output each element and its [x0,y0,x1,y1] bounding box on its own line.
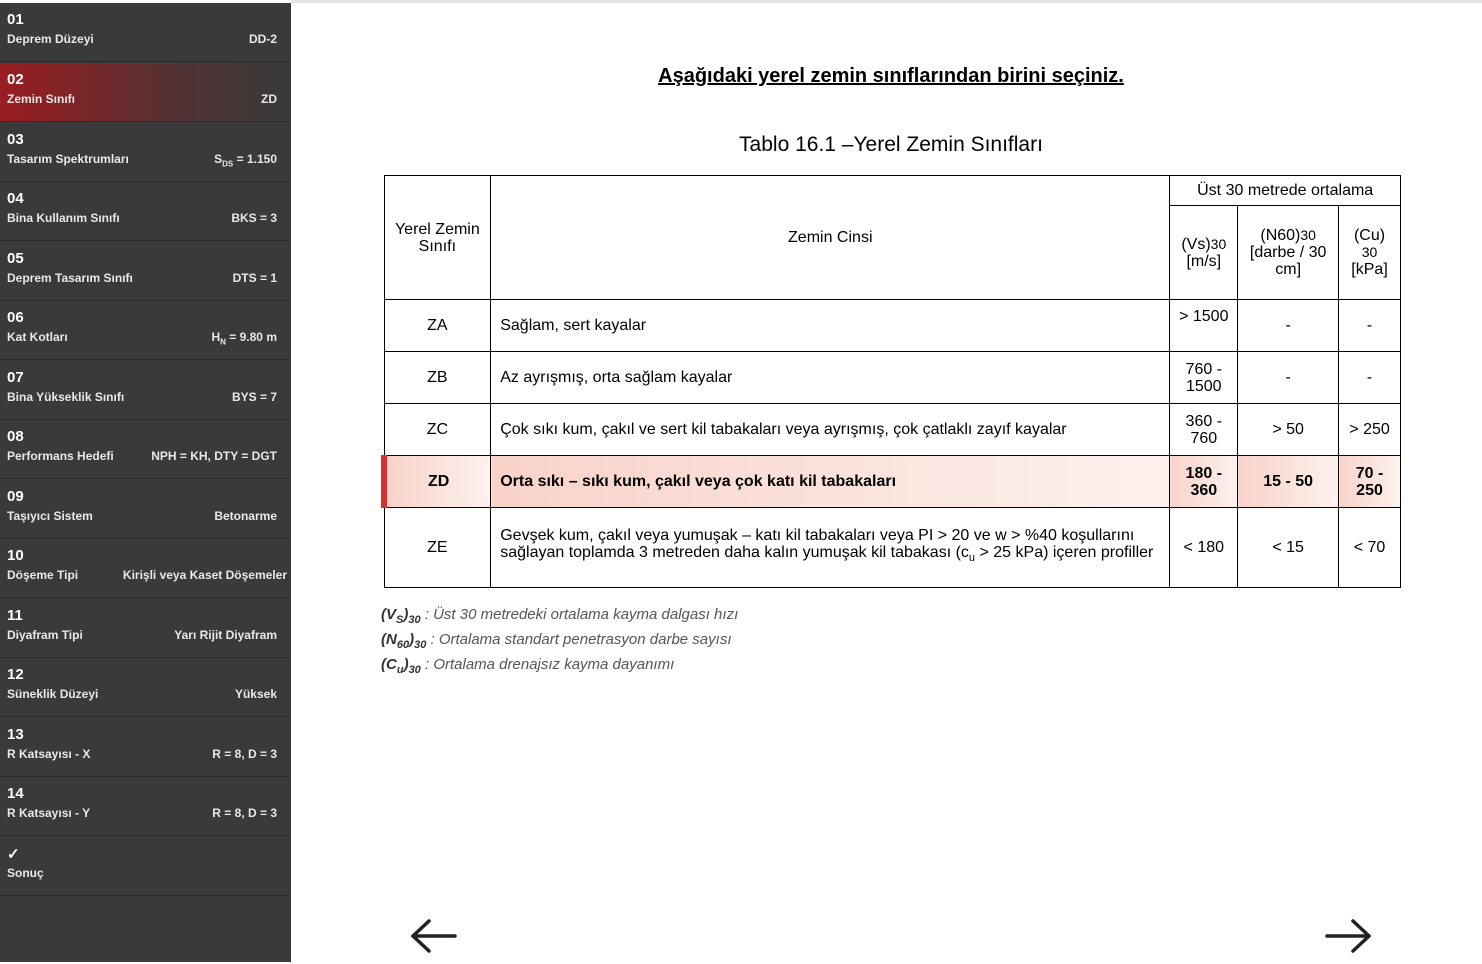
step-label: Tasarım Spektrumları [7,152,129,166]
cell-n60: - [1238,352,1339,404]
value-symbol: H [211,330,221,344]
table-row-zb[interactable] [384,352,1401,404]
step-label: Performans Hedefi [7,449,114,463]
step-10-doseme-tipi[interactable] [0,539,291,598]
step-value: DD-2 [248,32,277,46]
value-subscript: DS [222,159,234,169]
top-divider [291,0,1482,3]
step-number: 02 [7,71,24,88]
legend-vs30: $(V_S)_{30}$ : Üst 30 metredeki ortalama kayma dalgası hızı [381,606,739,626]
step-number: 06 [7,309,24,326]
step-label: Sonuç [7,866,44,880]
cell-cu: - [1339,352,1401,404]
cell-description: Gevşek kum, çakıl veya yumuşak – katı kil tabakaları veya PI > 20 ve w > %40 koşullarını sağlayan toplamda 3 metreden daha kalın yumuşak kil tabakası ($c_u > 25$ kPa) içeren profiller [491,508,1170,588]
step-number: 13 [7,726,24,743]
step-12-suneklik-duzeyi[interactable] [0,658,291,717]
step-07-bina-yukseklik-sinifi[interactable] [0,361,291,420]
header-soil-class: Yerel Zemin Sınıfı [384,176,491,300]
next-button[interactable] [1323,913,1373,959]
cell-class: ZA [384,300,491,352]
step-13-r-katsayisi-x[interactable] [0,718,291,777]
step-number: 12 [7,666,24,683]
step-label: Kat Kotları [7,330,68,344]
cell-cu: > 250 [1339,404,1401,456]
header-n60-30: (N60)30 [darbe / 30 cm] [1238,206,1339,300]
step-value: R = 8, D = 3 [212,747,277,761]
cell-description: Orta sıkı – sıkı kum, çakıl veya çok katı kil tabakaları [491,456,1170,508]
step-number: 14 [7,785,24,802]
table-row-ze[interactable] [384,508,1401,588]
cell-cu: - [1339,300,1401,352]
step-label: Taşıyıcı Sistem [7,509,93,523]
step-label: R Katsayısı - X [7,747,91,761]
step-number: 07 [7,369,24,386]
step-number: 11 [7,607,23,624]
step-11-diyafram-tipi[interactable] [0,599,291,658]
header-cu30: (Cu) 30 [kPa] [1339,206,1401,300]
cell-n60: - [1238,300,1339,352]
step-value: ZD [261,92,277,106]
header-vs30: (Vs)30 [m/s] [1170,206,1238,300]
value-subscript: N [220,337,226,347]
step-value: BKS = 3 [231,211,277,225]
step-02-zemin-sinifi[interactable] [0,63,291,122]
step-value: R = 8, D = 3 [212,806,277,820]
checkmark-icon: ✓ [7,846,20,863]
soil-class-table [381,175,1401,588]
cell-description: Çok sıkı kum, çakıl ve sert kil tabakaları veya ayrışmış, çok çatlaklı zayıf kayalar [491,404,1170,456]
step-value: Yarı Rijit Diyafram [174,628,277,642]
step-label: Zemin Sınıfı [7,92,76,106]
step-label: Deprem Düzeyi [7,32,94,46]
step-sonuc[interactable] [0,837,291,896]
cell-class: ZE [384,508,491,588]
step-label: R Katsayısı - Y [7,806,91,820]
cell-vs30: 760 - 1500 [1170,352,1238,404]
step-09-tasiyici-sistem[interactable] [0,480,291,539]
legend-n60-30: $(N_{60})_{30}$ : Ortalama standart penetrasyon darbe sayısı [381,631,732,651]
step-value: Kirişli veya Kaset Döşemeler [122,568,287,582]
legend-cu30: $(C_u)_{30}$ : Ortalama drenajsız kayma dayanımı [381,656,675,676]
table-caption: Tablo 16.1 –Yerel Zemin Sınıfları [739,133,1043,156]
cell-n60: < 15 [1238,508,1339,588]
step-05-deprem-tasarim-sinifi[interactable] [0,242,291,301]
cell-class: ZC [384,404,491,456]
step-value: NPH = KH, DTY = DGT [151,449,277,463]
step-value: BYS = 7 [231,390,277,404]
step-number: 08 [7,428,24,445]
step-number: 04 [7,190,24,207]
step-label: Döşeme Tipi [7,568,79,582]
step-value: DTS = 1 [232,271,277,285]
cell-class: ZB [384,352,491,404]
step-value [212,330,278,346]
header-top-30m-average: Üst 30 metrede ortalama [1170,176,1401,206]
step-04-bina-kullanim-sinifi[interactable] [0,182,291,241]
step-label: Deprem Tasarım Sınıfı [7,271,133,285]
cell-class: ZD [384,456,491,508]
table-row-za[interactable] [384,300,1401,352]
cell-description: Sağlam, sert kayalar [491,300,1170,352]
step-label: Bina Kullanım Sınıfı [7,211,120,225]
step-number: 01 [7,11,24,28]
arrow-left-icon [409,913,459,959]
step-sidebar [0,3,291,962]
step-value: Yüksek [234,687,277,701]
cell-cu: 70 - 250 [1339,456,1401,508]
step-value: Betonarme [214,509,277,523]
step-number: 05 [7,250,24,267]
table-row-zc[interactable] [384,404,1401,456]
cell-description: Az ayrışmış, orta sağlam kayalar [491,352,1170,404]
cell-n60: > 50 [1238,404,1339,456]
previous-button[interactable] [409,913,459,959]
step-06-kat-kotlari[interactable] [0,301,291,360]
cell-vs30: < 180 [1170,508,1238,588]
step-label: Bina Yükseklik Sınıfı [7,390,125,404]
step-number: 10 [7,547,24,564]
header-soil-type: Zemin Cinsi [491,176,1170,300]
table-row-zd-selected[interactable] [384,456,1401,508]
step-number: 09 [7,488,24,505]
step-number: 03 [7,131,24,148]
arrow-right-icon [1323,913,1373,959]
step-01-deprem-duzeyi[interactable] [0,3,291,62]
page-title: Aşağıdaki yerel zemin sınıflarından birini seçiniz. [658,65,1124,87]
cell-cu: < 70 [1339,508,1401,588]
step-label: Süneklik Düzeyi [7,687,99,701]
cell-vs30: > 1500 [1170,300,1238,352]
value-text: = 9.80 m [225,330,277,344]
cell-n60: 15 - 50 [1238,456,1339,508]
cell-vs30: 360 - 760 [1170,404,1238,456]
value-symbol: S [214,152,223,166]
step-label: Diyafram Tipi [7,628,83,642]
table-legend [381,605,738,680]
step-03-tasarim-spektrumlari[interactable] [0,123,291,182]
step-08-performans-hedefi[interactable] [0,420,291,479]
step-value [214,152,277,168]
step-14-r-katsayisi-y[interactable] [0,777,291,836]
value-text: = 1.150 [233,152,277,166]
cell-vs30: 180 - 360 [1170,456,1238,508]
